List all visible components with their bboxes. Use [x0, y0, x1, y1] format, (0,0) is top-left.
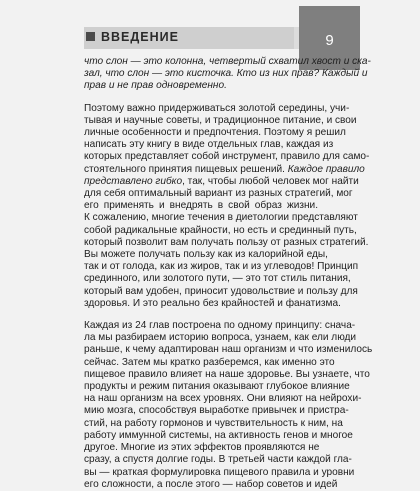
text-line	[84, 236, 369, 249]
section-marker-square	[86, 32, 95, 41]
text-run: стий, на работу гормонов и чувствительность к ним, на	[84, 417, 343, 429]
text-line	[84, 175, 359, 188]
text-run: Поэтому важно придерживаться золотой середины, учи-	[84, 102, 350, 114]
body-text	[84, 56, 373, 491]
text-run: для себя оптимальный вариант из разных стратегий, мог	[84, 188, 353, 200]
text-run: продукты и режим питания оказывают глубокое влияние	[84, 381, 350, 393]
paragraph	[84, 56, 371, 93]
text-run: мию мозга, способствуя выработке привычек и пристра-	[84, 405, 349, 417]
text-run: личные особенности и предпочтения. Поэтому я решил	[84, 127, 346, 139]
text-line	[84, 56, 371, 68]
text-line	[84, 102, 350, 115]
text-run: другое. Многие из этих эффектов проявляются не	[84, 442, 320, 454]
italic-text: представлено гибко	[84, 175, 183, 187]
text-run: так и от голода, как из жиров, так и из углеводов! Принцип	[84, 261, 359, 273]
text-line	[84, 188, 353, 200]
text-run: , так, чтобы любой человек мог найти	[182, 175, 359, 187]
text-line	[84, 320, 356, 332]
text-line	[84, 163, 365, 176]
text-run: которых представляет собой инструмент, правило для само-	[84, 151, 370, 163]
text-run: который позволит вам получать пользу от разных стратегий.	[84, 236, 369, 248]
text-run: Вы можете получать пользу как из калорийной еды,	[84, 249, 328, 261]
text-line	[84, 80, 318, 92]
text-line	[84, 127, 346, 139]
section-title: ВВЕДЕНИЕ	[101, 30, 179, 44]
text-run: тывая и научные советы, и традиционное питание, и свои	[84, 114, 357, 126]
text-line	[84, 297, 341, 310]
text-run: работу иммунной системы, на активность генов и многое	[84, 429, 353, 441]
text-line	[84, 381, 350, 393]
text-run: написать эту книгу в виде отдельных глав, каждая из	[84, 139, 334, 151]
text-run: К сожалению, многие течения в диетологии представляют	[84, 212, 358, 224]
italic-text: Каждое правило	[287, 163, 365, 175]
text-run: собой радикальные крайности, но есть и срединный путь,	[84, 224, 357, 236]
text-line	[84, 114, 357, 127]
text-run: его применять и внедрять в свой образ жизни.	[84, 200, 318, 212]
text-line	[84, 344, 373, 356]
text-line	[84, 261, 359, 273]
text-run: стоятельного принятия пищевых решений.	[84, 163, 288, 175]
text-run: пищевое правило влияет на наше здоровье. Вы узнаете, что	[84, 368, 370, 380]
text-run: Каждая из 24 глав построена по одному принципу: снача-	[84, 320, 356, 332]
text-line	[84, 200, 318, 212]
text-line	[84, 454, 352, 466]
text-run: вы — краткая формулировка пищевого правила и уровни	[84, 466, 355, 478]
text-line	[84, 285, 358, 298]
italic-text: прав и не прав одновременно.	[84, 80, 227, 92]
text-line	[84, 249, 328, 261]
text-line	[84, 151, 370, 163]
text-line	[84, 332, 357, 344]
text-run: сейчас. Затем мы кратко разберемся, как именно это	[84, 356, 335, 368]
text-run: сразу, а спустя долгие годы. В третьей части каждой гла-	[84, 454, 352, 466]
text-line	[84, 466, 355, 479]
page-number: 9	[325, 32, 334, 49]
paragraph	[84, 320, 373, 491]
text-run: срединного, или золотого пути, — это тот стиль питания,	[84, 273, 351, 285]
text-line	[84, 442, 318, 454]
text-run: здоровья. И это реально без крайностей и фанатизма.	[84, 297, 341, 309]
text-line	[84, 356, 335, 369]
text-line	[84, 429, 353, 442]
text-run: ла мы разбираем историю вопроса, узнаем, как ели люди	[84, 332, 357, 344]
text-run: который вам удобен, приносит удовольствие и пользу для	[84, 285, 358, 297]
text-line	[84, 393, 362, 405]
section-header	[84, 27, 318, 49]
italic-text: зал, что слон — это кисточка. Кто из них прав? Каждый и	[84, 68, 368, 80]
text-run: его сложности, а после этого — набор советов и идей	[84, 478, 338, 490]
text-line	[84, 405, 349, 417]
italic-text: что слон — это колонна, четвертый схватил хвост и ска-	[84, 56, 371, 67]
text-run: на наш организм на всех уровнях. Они влияют на нейрохи-	[84, 393, 362, 405]
text-line	[84, 368, 370, 381]
text-line	[84, 68, 368, 80]
text-line	[84, 224, 357, 237]
text-line	[84, 478, 338, 491]
text-run: раньше, к чему адаптирован наш организм и что изменилось	[84, 344, 373, 356]
text-line	[84, 212, 358, 224]
text-line	[84, 139, 334, 151]
text-line	[84, 273, 351, 285]
paragraph	[84, 102, 370, 310]
